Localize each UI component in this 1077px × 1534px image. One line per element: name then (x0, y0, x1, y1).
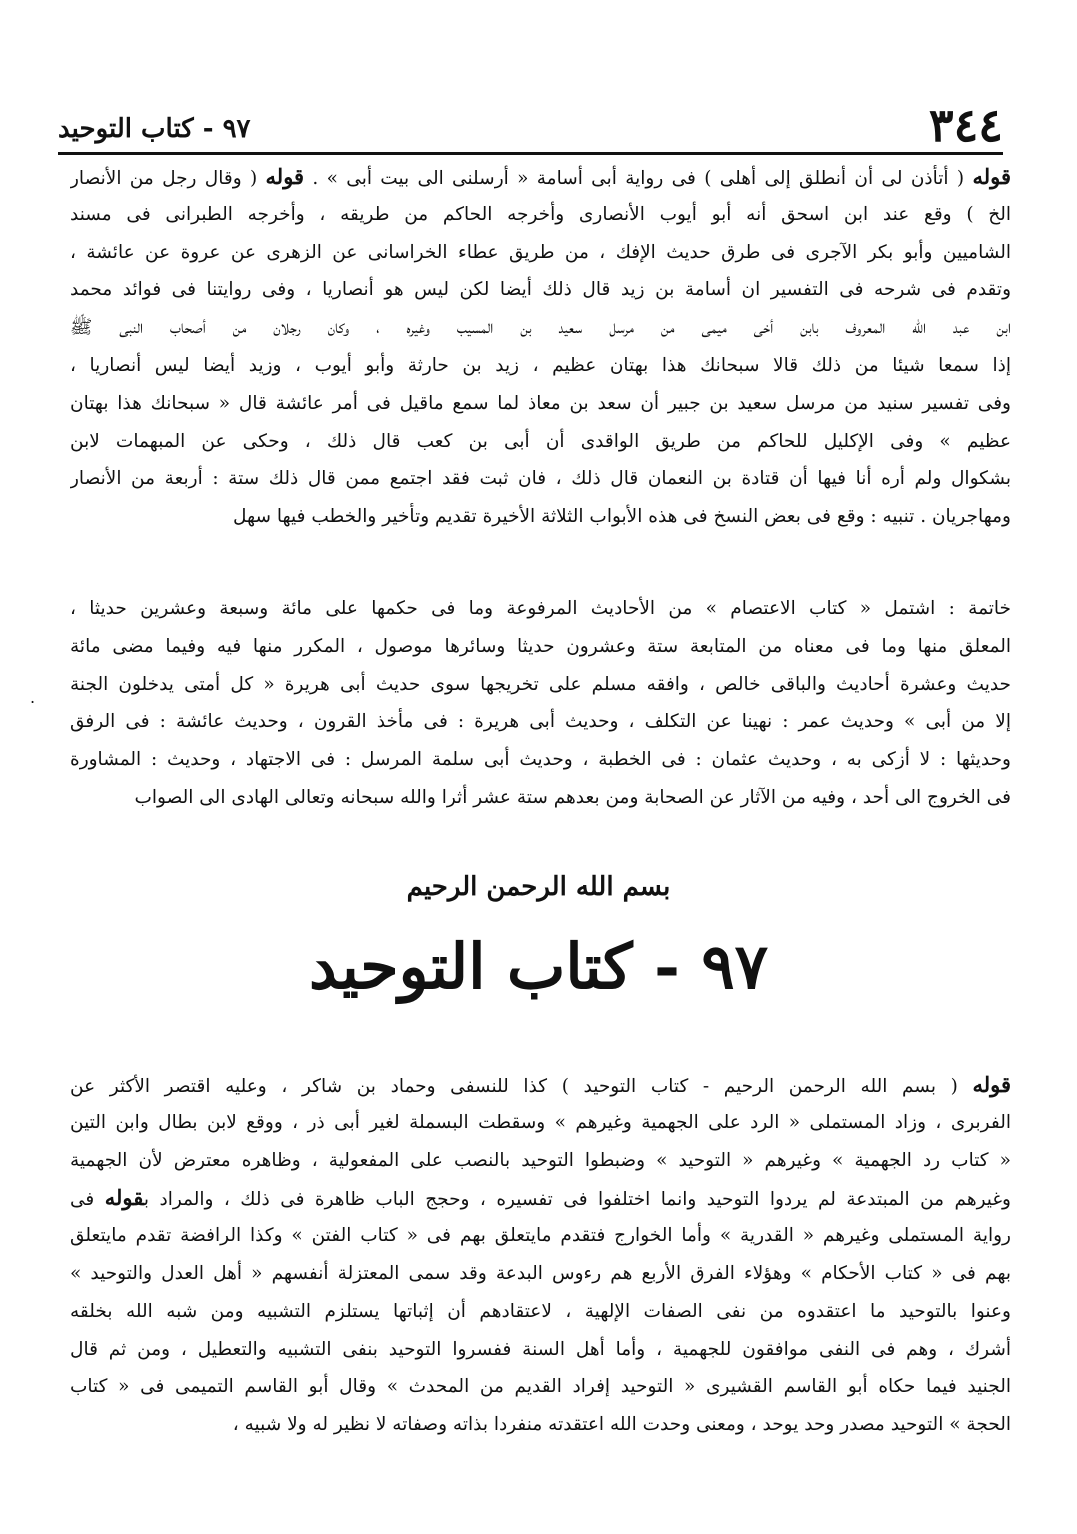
text-line: إلا من أبى » وحديث عمر : نهينا عن التكلف ، وحديث أبى هريرة : فى مأخذ القرون ، وحديث عائشة : فى الرفق (70, 711, 1011, 733)
text-line: الشاميين وأبو بكر الآجرى فى طرق حديث الإفك ، من طريق عطاء الخراسانى عن الزهرى عن عروة عن عائشة ، (70, 241, 1011, 263)
text-line: بشكوال ولم أره أنا فيها أن قتادة بن النعمان قال ذلك ، فان ثبت فقد اجتمع ممن قال ذلك ستة : أربعة من الأنصار (70, 468, 1011, 490)
text-line: وتقدم فى شرحه فى التفسير ان أسامة بن زيد قال ذلك أيضا لكن ليس هو أنصاريا ، وفى روايتنا فى فوائد محمد (70, 279, 1011, 301)
text-line: بهم فى « كتاب الأحكام » وهؤلاء الفرق الأربع هم رءوس البدعة وقد سمى المعتزلة أنفسهم « أهل العدل والتوحيد » (70, 1262, 1011, 1284)
keyword-qawluhu: قوله (265, 164, 305, 189)
text-line: أشرك ، وهم فى النفى موافقون للجهمية ، وأما أهل السنة ففسروا التوحيد بنفى التشبيه والتعطيل ، ومن ثم قال (70, 1338, 1011, 1360)
text-line: رواية المستملى وغيرهم « القدرية » وأما الخوارج فتقدم مايتعلق بهم فى « كتاب الفتن » وكذا الرافضة تقدم مايتعلق (70, 1225, 1011, 1247)
text-line: وفى تفسير سنيد من مرسل سعيد بن جبير أن سعد بن معاذ لما سمع ماقيل فى أمر عائشة قال « سبحانك هذا بهتان (70, 392, 1011, 414)
text-line: الجنيد فيما حكاه أبو القاسم القشيرى « التوحيد إفراد القديم من المحدث » وقال أبو القاسم التميمى فى « كتاب (70, 1376, 1011, 1398)
running-head: ٩٧ - كتاب التوحيد (58, 114, 251, 144)
keyword-qawluhu: قوله (972, 1072, 1011, 1097)
commentary-block-2 (70, 1066, 1011, 1444)
margin-mark: . (30, 688, 36, 707)
chapter-title: ٩٧ - كتاب التوحيد (308, 930, 768, 1003)
text-line: فى الخروج الى أحد ، وفيه من الآثار عن الصحابة ومن بعدهم ستة عشر أثرا والله سبحانه وتعالى الهادى الى الصواب (134, 786, 1011, 808)
text-line: ابن عبد الله المعروف بابن أخى ميمى من مرسل سعيد بن المسيب وغيره ، وكان رجلان من أصحاب النبى ﷺ (70, 317, 1011, 339)
text-line: المعلق منها وما فى معناه من المتابعة ستة وعشرون حديثا وسائرها موصول ، المكرر منها فيه وفيما مضى مائة (70, 635, 1011, 657)
page-header (58, 96, 1003, 155)
text-line: عظيم » وفى الإكليل للحاكم من طريق الواقدى أن أبى بن كعب قال ذلك ، وحكى عن المبهمات لابن (70, 430, 1011, 452)
text-line: خاتمة : اشتمل « كتاب الاعتصام » من الأحاديث المرفوعة وما فى حكمها على مائة وسبعة وعشرين حديثا ، (70, 598, 1011, 619)
text-line: الفربرى ، وزاد المستملى « الرد على الجهمية وغيرهم » وسقطت البسملة لغير أبى ذر ، ووقع لابن بطال وابن التين (70, 1111, 1011, 1133)
keyword-qawluhu: قوله (972, 164, 1011, 189)
page-number: ٣٤٤ (928, 98, 1003, 152)
text-line: « كتاب رد الجهمية » وغيرهم « التوحيد » وضبطوا التوحيد بالنصب على المفعولية ، وظاهره معترض لأن الجهمية (70, 1149, 1011, 1171)
text-line: الخ ) وقع عند ابن اسحق أنه أبو أيوب الأنصارى وأخرجه الحاكم من طريقه ، وأخرجه الطبرانى فى مسند (70, 203, 1011, 225)
text-line: حديث وعشرة أحاديث والباقى خالص ، وافقه مسلم على تخريجها سوى حديث أبى هريرة « كل أمتى يدخلون الجنة (70, 673, 1011, 695)
closing-summary-block (70, 590, 1011, 817)
text-line: قوله ( أتأذن لى أن أنطلق إلى أهلى ) فى رواية أبى أسامة « أرسلنى الى بيت أبى » . قوله ( وقال رجل من الأنصار (70, 164, 1011, 189)
text-line: وغيرهم من المبتدعة لم يردوا التوحيد وانما اختلفوا فى تفسيره ، وحجج الباب ظاهرة فى ذلك ، والمراد بقوله فى (70, 1185, 1011, 1211)
keyword-qawluhu: قوله (104, 1185, 144, 1211)
text-line: وعنوا بالتوحيد ما اعتقدوه من نفى الصفات الإلهية ، لاعتقادهم أن إثباتها يستلزم التشبيه ومن شبه الله بخلقه (70, 1300, 1011, 1322)
text-line: إذا سمعا شيئا من ذلك قالا سبحانك هذا بهتان عظيم ، زيد بن حارثة وأبو أيوب ، وزيد أيضا ليس أنصاريا ، (70, 354, 1011, 376)
text-line: وحديثها : لا أزكى به ، وحديث عثمان : فى الخطبة ، وحديث أبى سلمة المرسل : فى الاجتهاد ، وحديث : المشاورة (70, 749, 1011, 771)
text-line: ومهاجريان . تنبيه : وقع فى بعض النسخ فى هذه الأبواب الثلاثة الأخيرة تقديم وتأخير والخطب فيها سهل (232, 506, 1011, 528)
commentary-block-1 (70, 158, 1011, 536)
basmala-ornament: بسم الله الرحمن الرحيم (406, 872, 671, 902)
text-line: قوله ( بسم الله الرحمن الرحيم - كتاب التوحيد ) كذا للنسفى وحماد بن شاكر ، وعليه اقتصر الأكثر عن (70, 1072, 1011, 1097)
text-line: الحجة » التوحيد مصدر وحد يوحد ، ومعنى وحدت الله اعتقدته منفردا بذاته وصفاته لا نظير له ولا شبيه ، (232, 1414, 1011, 1436)
